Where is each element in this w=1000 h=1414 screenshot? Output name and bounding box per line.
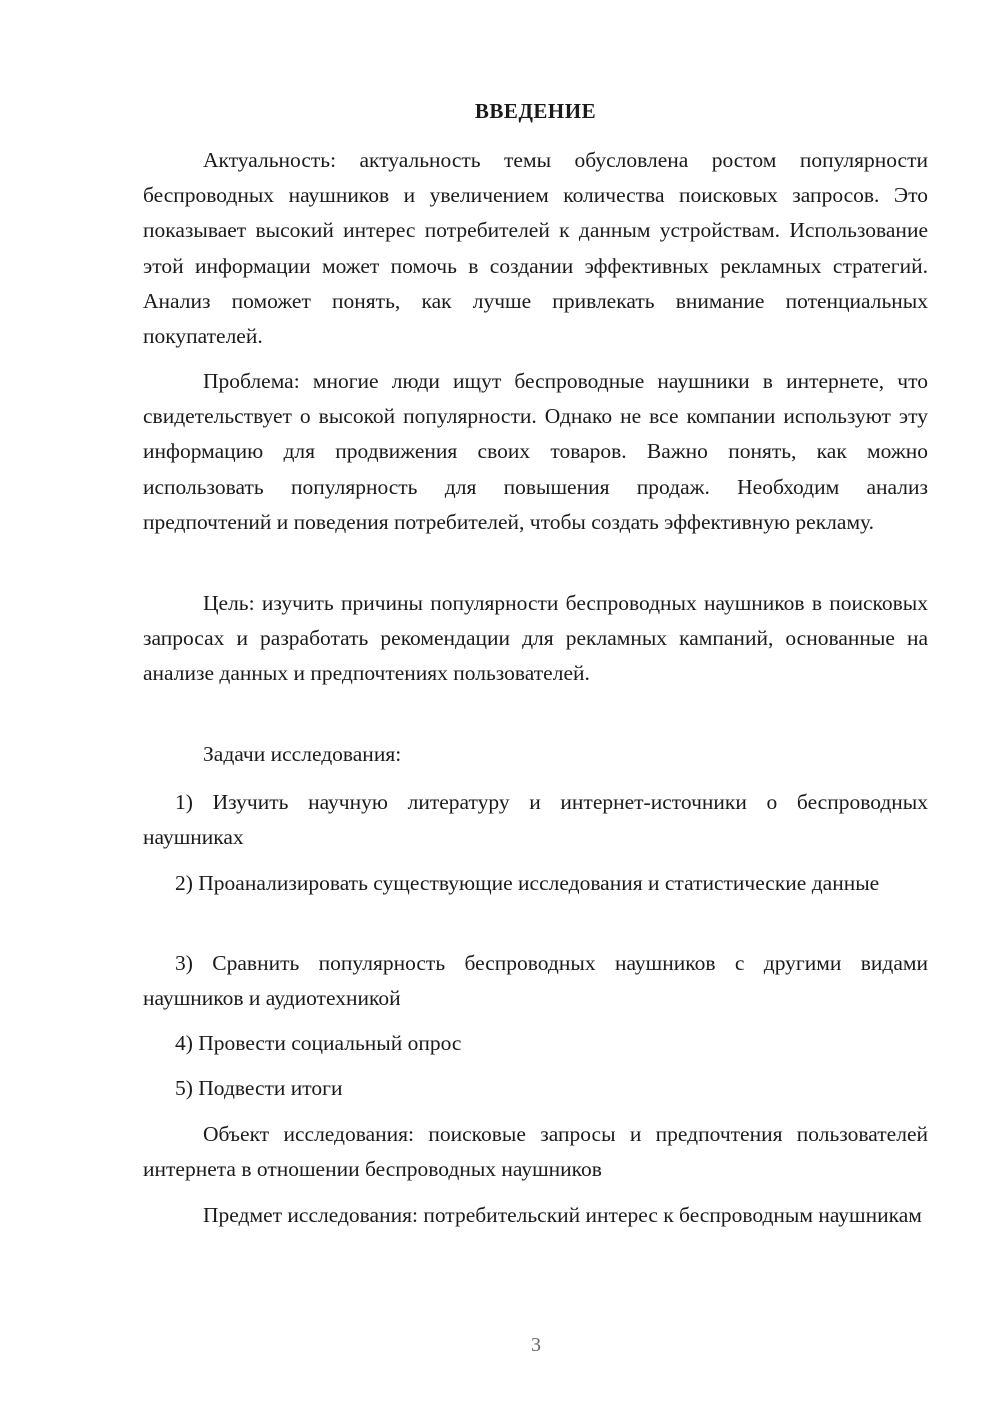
task-item-4: 4) Провести социальный опрос [175,1031,462,1055]
paragraph-relevance: Актуальность: актуальность темы обусловлена ростом популярности беспроводных наушников и увеличением количества поисковых запросов. Это показывает высокий интерес потребителей к данным устройствам. Использование этой информации может помочь в создании эффективных рекламных стратегий. Анализ поможет понять, как лучше привлекать внимание потенциальных покупателей. [143,148,928,349]
page-title: ВВЕДЕНИЕ [474,99,597,123]
task-item-5: 5) Подвести итоги [175,1076,343,1100]
paragraph-object: Объект исследования: поисковые запросы и предпочтения пользователей интернета в отношении беспроводных наушников [143,1122,928,1182]
paragraph-subject: Предмет исследования: потребительский интерес к беспроводным наушникам [203,1203,922,1227]
task-item-3: 3) Сравнить популярность беспроводных наушников с другими видами наушников и аудиотехникой [143,951,928,1011]
page-number: 3 [531,1334,541,1356]
paragraph-problem: Проблема: многие люди ищут беспроводные наушники в интернете, что свидетельствует о высокой популярности. Однако не все компании используют эту информацию для продвижения своих товаров. Важно понять, как можно использовать популярность для повышения продаж. Необходим анализ предпочтений и поведения потребителей, чтобы создать эффективную рекламу. [143,369,928,534]
paragraph-goal: Цель: изучить причины популярности беспроводных наушников в поисковых запросах и разработать рекомендации для рекламных кампаний, основанные на анализе данных и предпочтениях пользователей. [143,591,928,686]
task-item-1: 1) Изучить научную литературу и интернет-источники о беспроводных наушниках [143,790,928,850]
task-item-2: 2) Проанализировать существующие исследования и статистические данные [175,871,880,895]
paragraph-tasks-heading: Задачи исследования: [203,742,402,766]
